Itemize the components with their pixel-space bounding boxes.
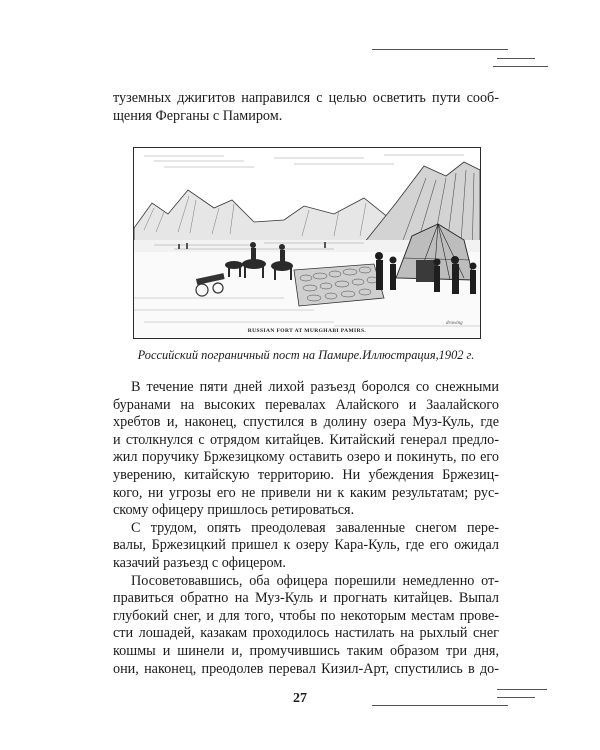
text-line: валы, Бржезицкий пришел к озеру Кара-Куль, где его ожидал: [113, 537, 499, 554]
illustration-fort: [133, 147, 481, 339]
text-line: сти лошадей, казакам проходилось настилать на рыхлый снег: [113, 625, 499, 642]
text-line: правиться обратно на Муз-Куль и прогнать китайцев. Выпал: [113, 590, 499, 607]
page-number: 27: [293, 691, 307, 706]
body-text: [113, 379, 499, 678]
text-line: хребтов и, наконец, спустился в долину озера Муз-Куль, где: [113, 414, 499, 431]
text-line: кого, ни угрозы его не привели ни к каким результатам; рус-: [113, 484, 499, 501]
text-line: жил поручику Бржезицкому оставить озеро и покинуть, по его: [113, 449, 499, 466]
footer-rule-1: [497, 689, 547, 690]
intro-paragraph: [113, 90, 499, 125]
text-line: туземных джигитов направился с целью осветить пути сооб-: [113, 90, 499, 106]
plate-caption: RUSSIAN FORT AT MURGHABI PAMIRS.: [247, 328, 367, 334]
text-line: щения Ферганы с Памиром.: [113, 107, 283, 124]
fort-engraving: [134, 148, 480, 338]
text-line: они, наконец, преодолев перевал Кизил-Арт, спустились в до-: [113, 660, 499, 677]
figure-caption: Российский пограничный пост на Памире.Иллюстрация,1902 г.: [137, 348, 475, 362]
text-line: уверению, китайскую территорию. Ни убеждения Бржезиц-: [113, 466, 499, 483]
text-line: буранами на высоких перевалах Алайского и Заалайского: [113, 396, 499, 413]
artist-signature: drawing: [446, 321, 463, 326]
text-line: С трудом, опять преодолевая заваленные снегом пере-: [131, 519, 499, 536]
text-line: В течение пяти дней лихой разъезд боролся со снежными: [131, 379, 499, 395]
text-line: казачий разъезд с офицером.: [113, 554, 286, 571]
text-line: скому офицеру пришлось ретироваться.: [113, 502, 355, 519]
header-rule-2: [497, 58, 535, 59]
header-rule-1: [372, 49, 508, 50]
text-line: глубокий снег, и для того, чтобы по некоторым местам прове-: [113, 607, 499, 624]
text-line: Посоветовавшись, оба офицера порешили немедленно от-: [131, 572, 499, 589]
text-line: кошмы и шинели и, промучившись таким образом три дня,: [113, 642, 499, 659]
text-line: и столкнулся с отрядом китайцев. Китайский генерал предло-: [113, 431, 499, 448]
header-rule-3: [493, 66, 548, 67]
